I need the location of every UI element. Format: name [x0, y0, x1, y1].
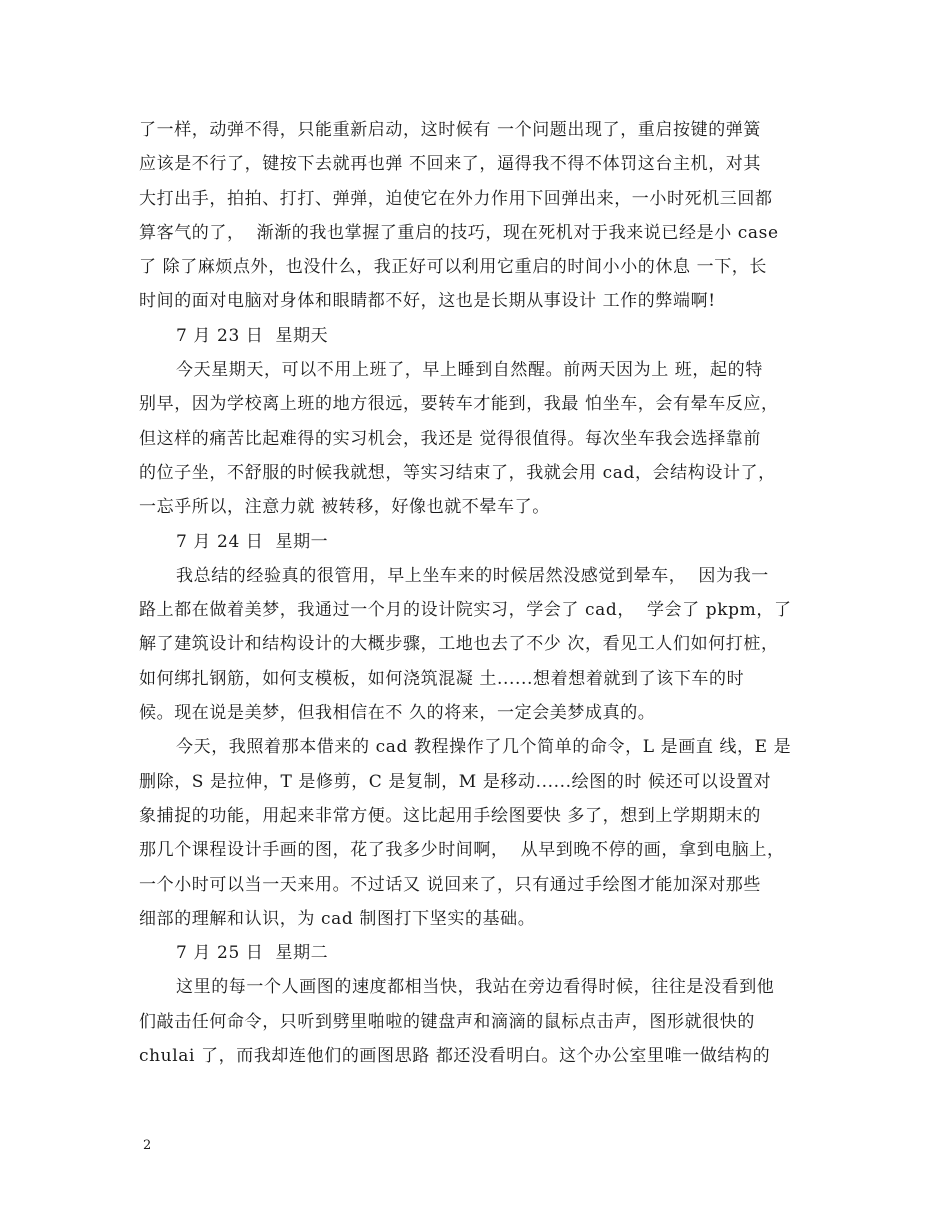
text-line: 大打出手，拍拍、打打、弹弹，迫使它在外力作用下回弹出来，一小时死机三回都 — [139, 188, 773, 209]
text-line: 我总结的经验真的很管用，早上坐车来的时候居然没感觉到晕车， 因为我一 — [176, 565, 769, 586]
text-line: 一个小时可以当一天来用。不过话又 说回来了，只有通过手绘图才能加深对那些 — [139, 874, 762, 895]
text-line: chulai 了，而我却连他们的画图思路 都还没看明白。这个办公室里唯一做结构的 — [139, 1046, 771, 1067]
text-line: 算客气的了， 渐渐的我也掌握了重启的技巧，现在死机对于我来说已经是小 case — [139, 222, 779, 243]
text-line: 别早，因为学校离上班的地方很远，要转车才能到，我最 怕坐车，会有晕车反应， — [139, 394, 779, 415]
text-line: 7 月 24 日 星期一 — [176, 531, 329, 552]
text-line: 那几个课程设计手画的图，花了我多少时间啊， 从早到晚不停的画，拿到电脑上， — [139, 840, 785, 861]
text-line: 解了建筑设计和结构设计的大概步骤，工地也去了不少 次，看见工人们如何打桩， — [139, 634, 779, 655]
body-text — [139, 113, 819, 1073]
text-line: 7 月 25 日 星期二 — [176, 943, 329, 964]
text-line: 今天星期天，可以不用上班了，早上睡到自然醒。前两天因为上 班，起的特 — [176, 360, 763, 381]
text-line: 时间的面对电脑对身体和眼睛都不好，这也是长期从事设计 工作的弊端啊! — [139, 291, 716, 312]
text-line: 了 除了麻烦点外，也没什么，我正好可以利用它重启的时间小小的休息 一下，长 — [139, 257, 768, 278]
text-line: 路上都在做着美梦，我通过一个月的设计院实习，学会了 cad， 学会了 pkpm，了 — [139, 600, 792, 621]
text-line: 今天，我照着那本借来的 cad 教程操作了几个简单的命令，L 是画直 线，E 是 — [176, 737, 792, 758]
text-line: 候。现在说是美梦，但我相信在不 久的将来，一定会美梦成真的。 — [139, 703, 656, 724]
text-line: 删除，S 是拉伸，T 是修剪，C 是复制，M 是移动......绘图的时 候还可以设置对 — [139, 771, 772, 792]
text-line: 但这样的痛苦比起难得的实习机会，我还是 觉得很值得。每次坐车我会选择靠前 — [139, 428, 762, 449]
text-line: 的位子坐，不舒服的时候我就想，等实习结束了，我就会用 cad，会结构设计了， — [139, 462, 776, 483]
text-line: 如何绑扎钢筋，如何支模板，如何浇筑混凝 土......想着想着就到了该下车的时 — [139, 668, 745, 689]
text-line: 这里的每一个人画图的速度都相当快，我站在旁边看得时候，往往是没看到他 — [176, 977, 775, 998]
text-line: 应该是不行了，键按下去就再也弹 不回来了，逼得我不得不体罚这台主机，对其 — [139, 154, 762, 175]
text-line: 7 月 23 日 星期天 — [176, 325, 329, 346]
text-line: 细部的理解和认识，为 cad 制图打下坚实的基础。 — [139, 908, 536, 929]
page-number: 2 — [143, 1138, 152, 1153]
text-line: 象捕捉的功能，用起来非常方便。这比起用手绘图要快 多了，想到上学期期末的 — [139, 805, 762, 826]
text-line: 一忘乎所以，注意力就 被转移，好像也就不晕车了。 — [139, 497, 550, 518]
text-line: 了一样，动弹不得，只能重新启动，这时候有 一个问题出现了，重启按键的弹簧 — [139, 120, 762, 140]
text-line: 们敲击任何命令，只听到劈里啪啦的键盘声和滴滴的鼠标点击声，图形就很快的 — [139, 1011, 755, 1032]
